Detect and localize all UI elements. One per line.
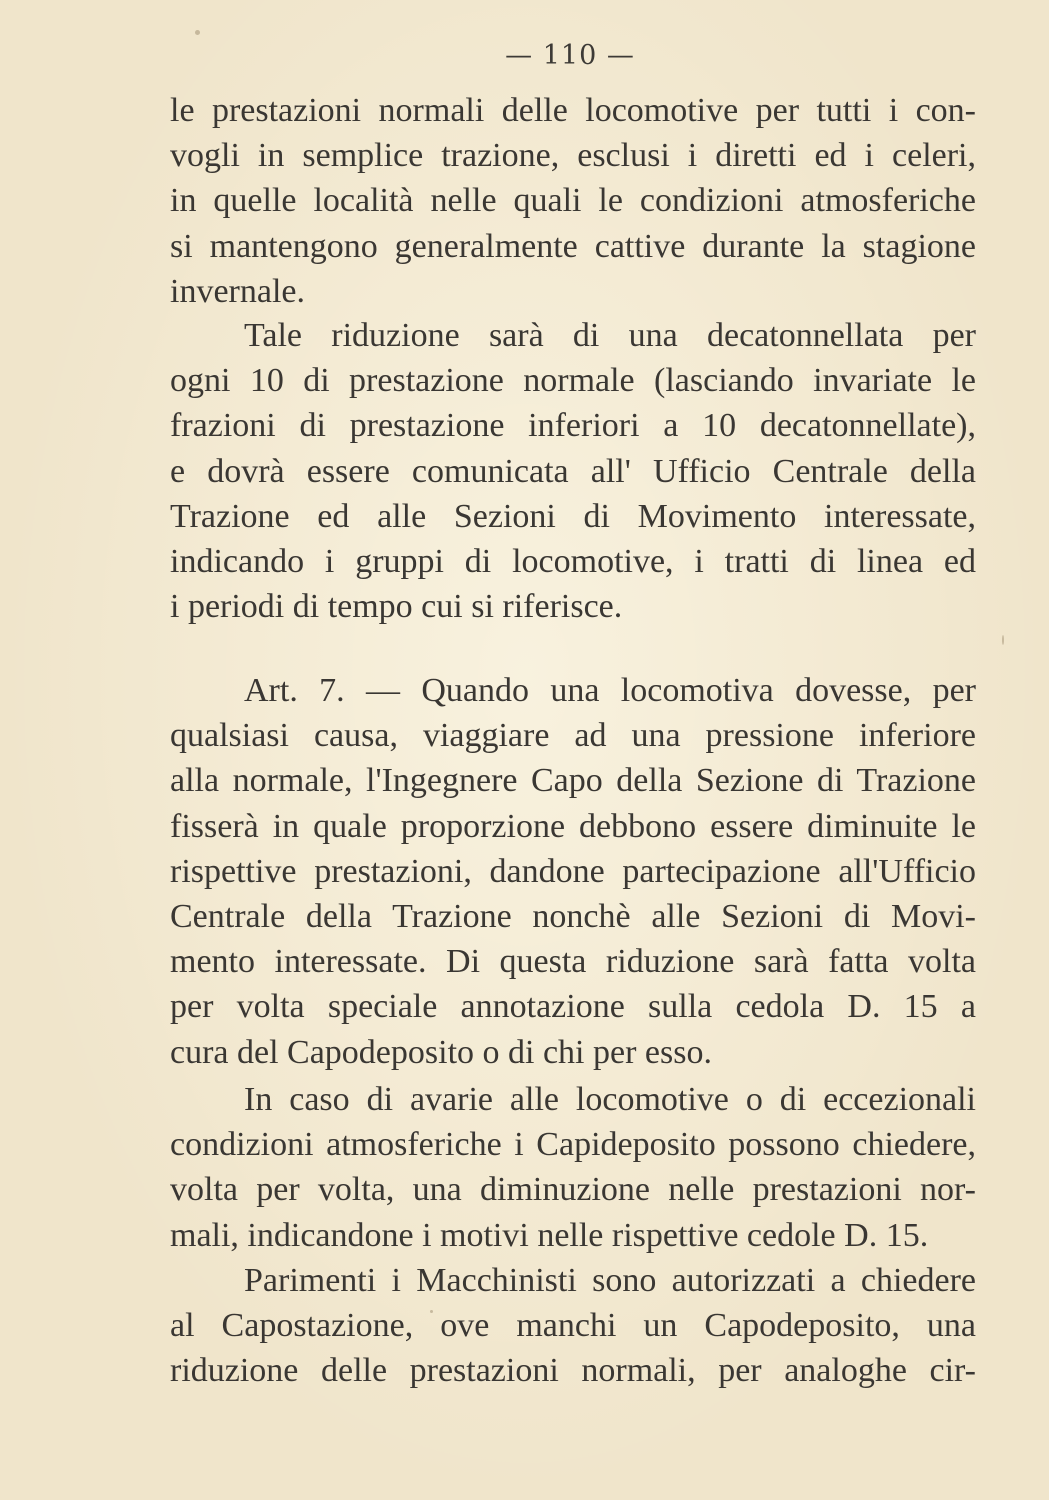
text-line: Parimenti i Macchinisti sono autorizzati a chiedere	[244, 1262, 976, 1299]
page-number: — 110 —	[505, 40, 635, 71]
text-line: qualsiasi causa, viaggiare ad una pressione inferiore	[170, 717, 976, 755]
text-line: ogni 10 di prestazione normale (lasciando invariate le	[170, 362, 976, 400]
paragraph-avarie	[170, 1077, 976, 1258]
paragraph-article-7	[170, 668, 976, 1075]
paragraph-riduzione	[170, 313, 976, 629]
paragraph-continuation	[170, 88, 976, 314]
text-line: al Capostazione, ove manchi un Capodeposito, una	[170, 1307, 976, 1345]
text-line: cura del Capodeposito o di chi per esso.	[170, 1033, 712, 1071]
text-line: i periodi di tempo cui si riferisce.	[170, 588, 623, 626]
text-line: mali, indicandone i motivi nelle rispettive cedole D. 15.	[170, 1216, 929, 1254]
text-line: si mantengono generalmente cattive durante la stagione	[170, 227, 976, 265]
text-line: invernale.	[170, 272, 305, 310]
text-line: condizioni atmosferiche i Capideposito possono chiedere,	[170, 1126, 976, 1164]
text-line: riduzione delle prestazioni normali, per analoghe cir-	[170, 1352, 976, 1390]
text-line: Art. 7. — Quando una locomotiva dovesse, per	[244, 672, 976, 709]
text-line: Tale riduzione sarà di una decatonnellata per	[244, 317, 976, 354]
text-line: indicando i gruppi di locomotive, i tratti di linea ed	[170, 542, 976, 580]
paper-speck	[195, 30, 200, 35]
text-line: Centrale della Trazione nonchè alle Sezioni di Movi-	[170, 897, 976, 935]
text-line: le prestazioni normali delle locomotive per tutti i con-	[170, 92, 976, 129]
text-line: In caso di avarie alle locomotive o di eccezionali	[244, 1081, 976, 1118]
text-line: frazioni di prestazione inferiori a 10 decatonnellate),	[170, 407, 976, 445]
text-line: fisserà in quale proporzione debbono essere diminuite le	[170, 807, 976, 845]
paper-speck	[1002, 635, 1004, 645]
text-line: in quelle località nelle quali le condizioni atmosferiche	[170, 182, 976, 220]
text-line: mento interessate. Di questa riduzione sarà fatta volta	[170, 943, 976, 981]
text-line: vogli in semplice trazione, esclusi i diretti ed i celeri,	[170, 137, 976, 175]
text-line: alla normale, l'Ingegnere Capo della Sezione di Trazione	[170, 762, 976, 800]
text-line: rispettive prestazioni, dandone partecipazione all'Ufficio	[170, 852, 976, 890]
text-line: per volta speciale annotazione sulla cedola D. 15 a	[170, 988, 976, 1026]
text-line: Trazione ed alle Sezioni di Movimento interessate,	[170, 497, 976, 535]
text-line: e dovrà essere comunicata all' Ufficio Centrale della	[170, 452, 976, 490]
paragraph-macchinisti	[170, 1258, 976, 1394]
text-line: volta per volta, una diminuzione nelle prestazioni nor-	[170, 1171, 976, 1209]
